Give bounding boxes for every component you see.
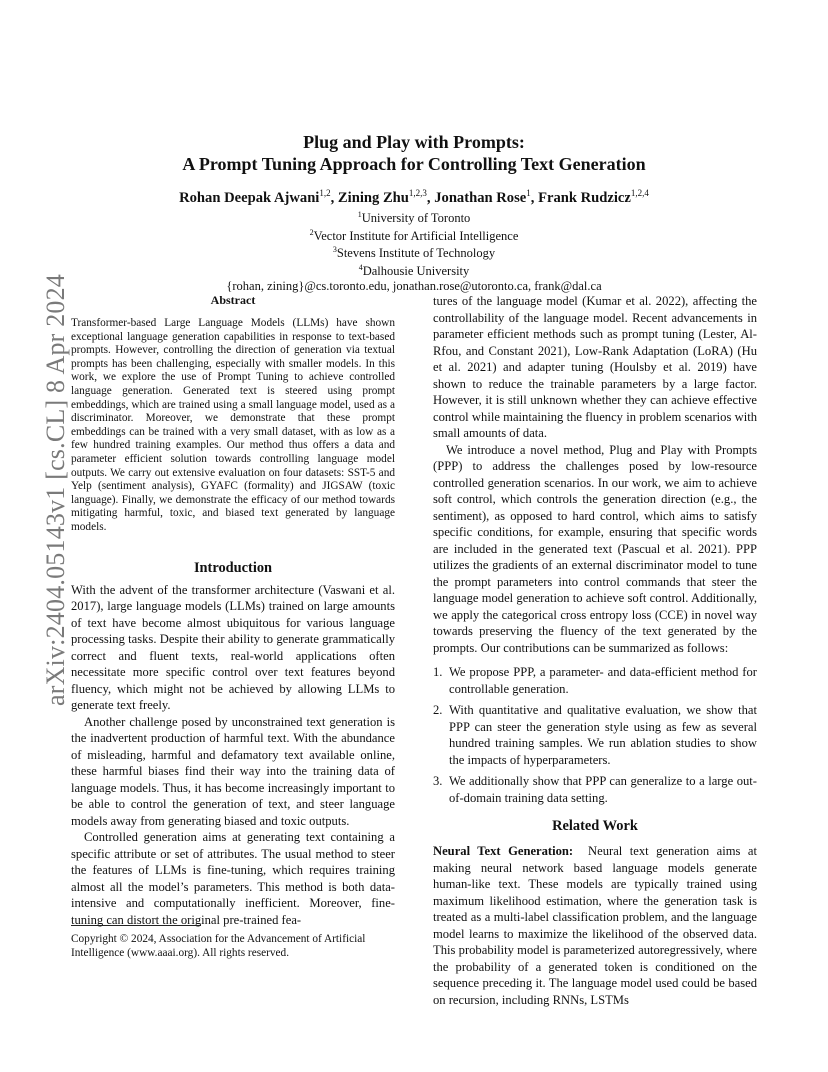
author-list: [60, 183, 768, 208]
paper-title: [60, 131, 768, 175]
paper-header: [60, 131, 768, 293]
affiliation: $^4$Dalhousie University: [358, 263, 470, 279]
author-emails: {rohan, zining}@cs.toronto.edu, jonathan.rose@utoronto.ca, frank@dal.ca: [226, 278, 602, 293]
related-work-text: Neural text generation aims at making neural network based language models generate human-like text. These models are typically trained using maximum likelihood estimation, where the generation task is treated as a multi-label classification problem, and the language model learns to maximize the likelihood of the observed data. This probability model is parameterized autoregressively, where the probability of a generated token is conditioned on the sequence preceding it. The language model used could be based on recursion, including RNNs, LSTMs: [433, 844, 757, 1007]
affiliation: $^1$University of Toronto: [357, 209, 471, 226]
arxiv-stamp: [36, 273, 76, 707]
affiliation: $^3$Stevens Institute of Technology: [332, 245, 496, 261]
author: Zining Zhu$^{1,2,3}$,: [337, 188, 435, 206]
list-item: 2. With quantitative and qualitative evaluation, we show that PPP can steer the generation style using as few as several hundred training samples. We run ablation studies to show the impacts of hyperparameters.: [433, 703, 757, 767]
author: Jonathan Rose$^1$,: [434, 188, 539, 206]
author: Frank Rudzicz$^{1,2,4}$: [538, 188, 649, 206]
intro-paragraph-4: tures of the language model (Kumar et al. 2022), affecting the controllability of the language model. Recent advancements in parameter efficient methods such as prompt tuning (Lester, Al-Rfou, and Constant 2021), Low-Rank Adaptation (LoRA) (Hu et al. 2021) and adapter tuning (Houlsby et al. 2019) have shown to reduce the trainable parameters by a large factor. However, it is still unknown whether they can achieve effective control while maintaining the fluency in problem scenarios with small amounts of data.: [433, 294, 757, 440]
copyright-footnote: [71, 925, 395, 960]
affiliation: $^2$Vector Institute for Artificial Intelligence: [309, 227, 519, 243]
affiliation-list: [60, 208, 768, 294]
intro-paragraph-3: Controlled generation aims at generating text containing a specific attribute or set of attributes. The usual method to steer the features of LLMs is fine-tuning, which requires training almost all the model’s parameters. This method is both data-intensive and computationally inefficient. Moreover, fine-tuning can distort the original pre-trained fea-: [71, 830, 395, 927]
copyright-text: Copyright © 2024, Association for the Advancement of Artificial Intelligence (www.aaai.org). All rights reserved.: [71, 933, 366, 959]
abstract-text: Transformer-based Large Language Models (LLMs) have shown exceptional language generation capabilities in response to text-based prompts. However, controlling the direction of generation via textual prompts has been challenging, especially with smaller models. In this work, we explore the use of Prompt Tuning to achieve controlled language generation. Generated text is steered using prompt embeddings, which are trained using a small language model, used as a discriminator. Moreover, we demonstrate that these prompt embeddings can be trained with a very small dataset, with as low as a few hundred training examples. Our method thus offers a data and parameter efficient solution towards controlling language model outputs. We carry out extensive evaluation on four datasets: SST-5 and Yelp (sentiment analysis), GYAFC (formality) and JIGSAW (toxic language). Finally, we demonstrate the efficacy of our method towards mitigating harmful, toxic, and biased text generated by language models.: [71, 317, 395, 533]
intro-paragraph-1: With the advent of the transformer architecture (Vaswani et al. 2017), large language models (LLMs) trained on large amounts of text have become almost ubiquitous for various language processing tasks. Despite their ability to generate grammatically correct and fluent texts, real-world applications often necessitate more specific control over text features beyond fluency, which might not be achieved by allowing LLMs to generate text freely.: [71, 582, 395, 712]
list-item: 3. We additionally show that PPP can generalize to a large out-of-domain training data setting.: [433, 774, 757, 805]
introduction-heading: Introduction: [193, 559, 273, 576]
arxiv-id: arXiv:2404.05143v1 [cs.CL] 8 Apr 2024: [41, 273, 70, 707]
footnote-rule: [71, 925, 201, 926]
title-line-2: A Prompt Tuning Approach for Controlling Text Generation: [182, 154, 646, 174]
intro-paragraph-2: Another challenge posed by unconstrained text generation is the inadvertent production of harmful text. With the abundance of misleading, harmful and defamatory text available online, these harmful biases find their way into the training data of language models. Thus, it has become increasingly important to be able to control the generation of text, and steer language models away from generating biased and toxic outputs.: [71, 714, 395, 828]
left-column: [71, 293, 395, 928]
related-work-heading: Related Work: [552, 818, 638, 834]
contributions-list: [433, 664, 757, 806]
author: Rohan Deepak Ajwani$^{1,2}$,: [179, 188, 338, 206]
runin-heading: Neural Text Generation:: [433, 844, 574, 858]
title-line-1: Plug and Play with Prompts:: [303, 132, 525, 152]
right-column: [433, 293, 757, 1008]
intro-paragraph-5: We introduce a novel method, Plug and Play with Prompts (PPP) to address the challenges posed by low-resource controlled generation scenarios. In our work, we aim to achieve soft control, which controls the generation direction (e.g., the sentiment), as opposed to hard control, which aims to satisfy specific conditions, for example, ensuring that specific words are included in the generated text (Pascual et al. 2021). PPP utilizes the gradients of an external discriminator model to tune the prompt parameters into control commands that steer the language model generation to achieve soft control. Additionally, we apply the categorical cross entropy loss (CCE) in novel way towards preserving the fluency of the text generated by the prompts. Our contributions can be summarized as follows:: [433, 442, 757, 655]
related-work-paragraph: [433, 843, 757, 1008]
abstract-heading: Abstract: [210, 293, 256, 307]
list-item: 1. We propose PPP, a parameter- and data-efficient method for controllable generation.: [433, 665, 757, 696]
